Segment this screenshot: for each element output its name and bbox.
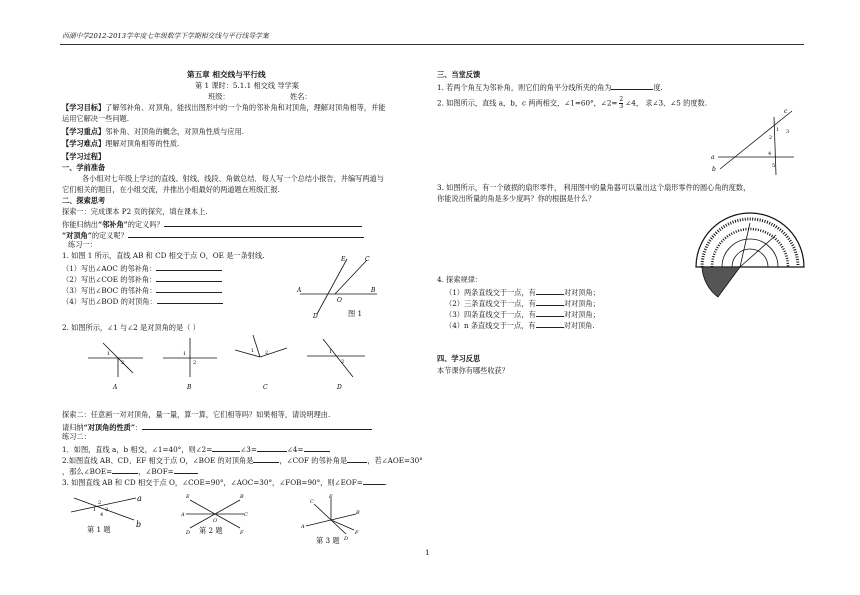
svg-text:O: O — [213, 518, 218, 524]
svg-text:2: 2 — [121, 360, 125, 366]
svg-text:4: 4 — [100, 512, 104, 518]
prep-text-cont: 它们相关的题目，在小组交流，并推出小组最好的两道题在班级汇报. — [62, 185, 280, 194]
figure-question-3-caption: 第 3 题 — [316, 536, 340, 545]
reflection-question: 本节课你有哪些收获？ — [437, 366, 509, 375]
svg-text:O: O — [337, 297, 342, 304]
lesson-title: 第五章 相交线与平行线 — [187, 70, 266, 79]
exercise-one-item: （1）写出∠AOC 的邻补角： — [62, 263, 222, 273]
figure-1-caption: 图 1 — [348, 309, 363, 318]
svg-text:E: E — [186, 494, 190, 500]
svg-text:A: A — [301, 524, 305, 530]
svg-text:2: 2 — [341, 359, 345, 365]
svg-text:B: B — [187, 384, 192, 391]
figure-question-3 — [300, 496, 362, 540]
explore-one-q2: “对顶角”的定义呢？ — [62, 230, 364, 240]
figure-option-d — [307, 339, 365, 377]
svg-text:D: D — [337, 384, 342, 391]
svg-text:3: 3 — [105, 507, 109, 513]
section-preparation: 一、学前准备 — [62, 163, 106, 172]
name-label: 姓名： — [290, 92, 312, 101]
svg-text:2: 2 — [265, 350, 269, 356]
figure-option-a — [88, 343, 143, 377]
learning-goal-cont: 运用它解决一些问题. — [62, 114, 129, 123]
svg-text:a: a — [137, 494, 142, 503]
svg-text:1: 1 — [93, 507, 97, 513]
section-reflection: 四、学习反思 — [437, 354, 481, 363]
explore-one: 探索一：完成课本 P2 页的探究，填在课本上. — [62, 207, 208, 216]
figure-question-1-caption: 第 1 题 — [87, 525, 111, 534]
practice-one-label: 练习一： — [68, 240, 97, 249]
explore-one-q1: 你能归纳出“邻补角”的定义吗？ — [62, 219, 362, 229]
exercise-one-item: （2）写出∠COE 的邻补角： — [62, 274, 222, 284]
svg-text:D: D — [344, 536, 349, 542]
feedback-q4: 4. 探索规律： — [437, 275, 483, 284]
exercise-one-item: （4）写出∠BOD 的对顶角： — [62, 296, 223, 306]
svg-text:2: 2 — [98, 500, 102, 506]
svg-text:C: C — [365, 256, 370, 263]
svg-text:F: F — [355, 530, 359, 536]
svg-text:c: c — [784, 108, 788, 115]
pattern-item: （4）n 条直线交于一点，有 对对顶角. — [445, 321, 595, 330]
figure-options — [85, 333, 375, 391]
header-rule — [60, 44, 804, 45]
svg-text:C: C — [310, 499, 314, 505]
svg-text:1: 1 — [183, 351, 187, 357]
figure-option-c — [235, 335, 287, 357]
exercise-two: 2. 如图所示，∠1 与∠2 是对顶角的是（ ） — [62, 323, 200, 332]
page-number: 1 — [425, 548, 430, 557]
svg-text:C: C — [263, 384, 268, 391]
figure-1 — [295, 252, 385, 318]
feedback-q3-cont: 你能说出所量的角是多少度吗？你的根据是什么？ — [437, 194, 596, 203]
svg-text:C: C — [244, 512, 248, 518]
section-explore: 二、探索思考 — [62, 196, 106, 205]
page-header: 西湖中学2012-2013学年度七年级数学下学期相交线与平行线导学案 — [62, 32, 269, 40]
explore-two: 探索二：任意画一对对顶角，量一量，算一算，它们相等吗？如果相等，请说明理由. — [62, 410, 331, 419]
svg-text:4: 4 — [768, 151, 772, 157]
svg-text:3: 3 — [786, 129, 790, 135]
practice-two-q1: 1．如图，直线 a，b 相交，∠1=40°，则∠2= ∠3= ∠4= — [62, 444, 330, 454]
svg-text:1: 1 — [251, 348, 255, 354]
svg-text:a: a — [711, 154, 715, 161]
svg-text:1: 1 — [329, 349, 333, 355]
learning-goal: 【学习目标】了解邻补角、对顶角，能找出图形中的一个角的邻补角和对顶角，理解对顶角相等，并能 — [62, 103, 386, 112]
svg-text:D: D — [186, 530, 191, 536]
pattern-item: （3）四条直线交于一点，有 对对顶角； — [445, 310, 600, 319]
svg-text:E: E — [341, 256, 346, 263]
figure-option-b — [163, 338, 217, 377]
svg-text:1: 1 — [107, 351, 111, 357]
feedback-q1: 1. 若两个角互为邻补角，则它们的角平分线所夹的角为 度. — [437, 83, 663, 92]
svg-text:A: A — [181, 512, 185, 518]
svg-text:b: b — [712, 166, 716, 173]
figure-question-2-caption: 第 2 题 — [199, 526, 223, 535]
lesson-subtitle: 第 1 课时：5.1.1 相交线 导学案 — [195, 81, 299, 90]
practice-two-label: 练习二： — [62, 432, 91, 441]
protractor-figure — [688, 205, 812, 301]
svg-text:2: 2 — [769, 135, 773, 141]
section-feedback: 三、当堂反馈 — [437, 70, 481, 79]
feedback-q2: 2. 如图所示，直线 a，b，c 两两相交，∠1=60°，∠2= $\frac{2}{3}$ ∠4， 求∠3、∠5 的度数. — [437, 96, 708, 110]
practice-two-q3: 3. 如图直线 AB 和 CD 相交于点 O，∠COE=90°，∠AOC=30°，∠FOB=90°，则∠EOF= . — [62, 478, 388, 487]
svg-text:E: E — [329, 494, 333, 500]
svg-text:b: b — [136, 520, 142, 529]
prep-text: 各小组对七年级上学过的直线、射线、线段、角做总结．每人写一个总结小报告，并编写两道与 — [82, 174, 384, 183]
practice-two-q2: 2.如图直线 AB、CD、EF 相交于点 O，∠BOE 的对顶角是 ，∠COF 的邻补角是 ，若∠AOE=30° — [62, 456, 423, 465]
figure-question-1 — [68, 490, 158, 538]
pattern-item: （2）三条直线交于一点，有 对对顶角； — [445, 299, 600, 308]
exercise-one-item: （3）写出∠BOC 的邻补角： — [62, 285, 222, 295]
feedback-q3: 3. 如图所示，有一个破损的扇形零件， 利用图中的量角器可以量出这个扇形零件的圆心角的度数， — [437, 183, 751, 192]
svg-text:1: 1 — [776, 127, 780, 133]
practice-two-q2-cont: ，那么∠BOE= ，∠BOF= — [62, 466, 198, 476]
svg-text:A: A — [113, 384, 118, 391]
class-label: 班级： — [208, 92, 230, 101]
process-label: 【学习过程】 — [62, 152, 106, 161]
svg-text:5: 5 — [772, 163, 776, 169]
svg-text:D: D — [313, 313, 318, 320]
exercise-one-intro: 1. 如图 1 所示，直线 AB 和 CD 相交于点 O，OE 是一条射线. — [62, 251, 265, 260]
learning-key: 【学习重点】邻补角、对顶角的概念，对顶角性质与应用. — [62, 127, 244, 136]
explore-two-q: 请归纳“对顶角的性质”： — [62, 422, 372, 432]
svg-text:A: A — [297, 287, 302, 294]
figure-feedback-2 — [708, 105, 800, 177]
svg-text:B: B — [240, 494, 244, 500]
svg-text:B: B — [371, 287, 376, 294]
learning-difficulty: 【学习难点】理解对顶角相等的性质. — [62, 139, 180, 148]
svg-text:2: 2 — [193, 360, 197, 366]
svg-text:F: F — [240, 530, 244, 536]
svg-text:B: B — [356, 510, 360, 516]
pattern-item: （1）两条直线交于一点，有 对对顶角； — [445, 288, 600, 297]
